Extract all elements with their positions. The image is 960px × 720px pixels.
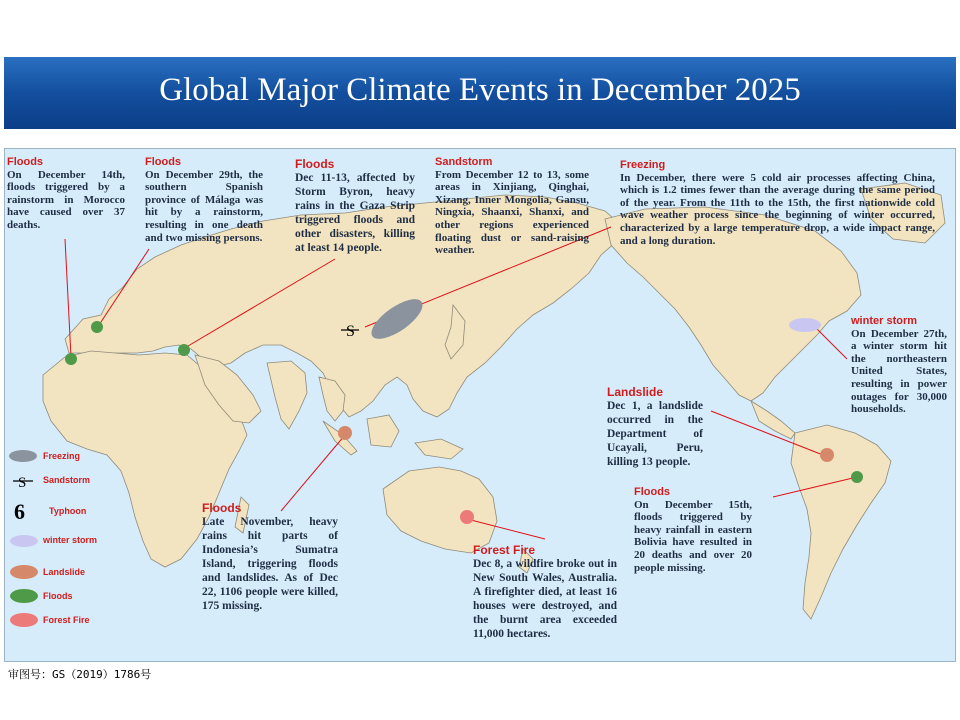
annotation-landslide-peru (607, 385, 703, 469)
annotation-text: Dec 1, a landslide occurred in the Department of Ucayali, Peru, killing 13 people. (607, 400, 703, 468)
world-map (4, 148, 956, 662)
landmass-india (267, 361, 307, 429)
annotation-heading: Forest Fire (473, 543, 536, 557)
annotation-forest-fire-australia (473, 543, 617, 641)
page-title: Global Major Climate Events in December 2025 (159, 72, 801, 108)
legend-label-forest-fire: Forest Fire (43, 615, 90, 625)
legend-label-winter-storm: winter storm (43, 535, 98, 545)
annotation-heading: Freezing (620, 159, 666, 171)
floods-marker-morocco[interactable] (65, 353, 77, 365)
annotation-floods-bolivia (634, 486, 752, 574)
floods-marker-bolivia[interactable] (851, 471, 863, 483)
title-banner (4, 57, 956, 129)
landslide-marker-peru[interactable] (820, 448, 834, 462)
annotation-heading: Landslide (607, 385, 664, 399)
legend-label-typhoon: Typhoon (49, 506, 87, 516)
annotation-heading: Floods (202, 501, 242, 515)
annotation-floods-indonesia (202, 501, 338, 613)
map-approval-number: 审图号：GS（2019）1786号 (8, 668, 152, 681)
annotation-text: On December 14th, floods triggered by a rainstorm in Morocco have caused over 37 deaths. (7, 168, 125, 231)
annotation-heading: Floods (295, 157, 335, 171)
legend-winter-storm-icon (10, 535, 38, 547)
annotation-text: On December 29th, the southern Spanish province of Málaga was hit by a rainstorm, resulting in one death and two missing persons. (145, 168, 263, 244)
legend-floods-icon (10, 589, 38, 603)
annotation-text: On December 15th, floods triggered by heavy rainfall in eastern Bolivia have resulted in 20 deaths and over 20 people missing. (634, 498, 752, 574)
annotation-text: Dec 8, a wildfire broke out in New South Wales, Australia. A firefighter died, at least 16 houses were destroyed, and the burnt area exceeded 11,000 hectares. (473, 558, 617, 640)
landmass-sumatra (323, 421, 357, 455)
annotation-text: On December 27th, a winter storm hit the northeastern United States, resulting in power outages for 30,000 households. (851, 327, 947, 416)
annotation-heading: Floods (145, 156, 182, 168)
annotation-heading: Floods (7, 156, 44, 168)
annotation-heading: winter storm (851, 315, 918, 327)
legend-label-sandstorm: Sandstorm (43, 475, 91, 485)
legend-landslide-icon (10, 565, 38, 579)
legend-forest-fire-icon (10, 613, 38, 627)
annotation-text: Dec 11-13, affected by Storm Byron, heavy rains in the Gaza Strip triggered floods and other disasters, killing at least 14 people. (295, 172, 415, 254)
annotation-heading: Floods (634, 486, 671, 498)
annotation-text: In December, there were 5 cold air processes affecting China, which is 1.2 times fewer than the average during the same period of the year. From the 11th to the 15th, the first nationwide cold wave weather process since the beginning of winter occurred, characterized by a large temperature drop, a wide impact range, and a long duration. (620, 171, 935, 247)
landmass-south-america (791, 425, 891, 619)
legend-typhoon-icon: 6 (14, 499, 25, 524)
legend-label-floods: Floods (43, 591, 73, 601)
legend-sandstorm-icon (13, 475, 33, 491)
landmass-australia (383, 467, 497, 553)
annotation-floods-malaga (145, 156, 263, 244)
svg-text:S: S (346, 323, 355, 340)
annotation-heading: Sandstorm (435, 156, 493, 168)
annotation-floods-gaza (295, 157, 415, 255)
annotation-winter-storm-us (851, 315, 947, 416)
leader-line-winter-storm (813, 325, 847, 359)
annotation-text: From December 12 to 13, some areas in Xinjiang, Qinghai, Xizang, Inner Mongolia, Gansu, Ningxia, Shaanxi, Shanxi, and other regions experienced floating dust or sand-raising weather. (435, 168, 589, 257)
legend-label-landslide: Landslide (43, 567, 86, 577)
landmass-central-america (751, 401, 795, 439)
legend-symbols (9, 450, 38, 627)
landmass-new-guinea (415, 439, 463, 459)
legend-freezing-icon (9, 450, 37, 462)
annotation-floods-morocco (7, 156, 125, 232)
annotation-sandstorm-china (435, 156, 589, 257)
legend-label-freezing: Freezing (43, 451, 81, 461)
floods-marker-malaga[interactable] (91, 321, 103, 333)
annotation-text: Late November, heavy rains hit parts of Indonesia’s Sumatra Island, triggering floods and landslides. As of Dec 22, 1106 people were killed, 175 missing. (202, 516, 338, 612)
landmass-borneo (367, 415, 399, 447)
winter-storm-marker-us[interactable] (789, 318, 821, 332)
forest-fire-marker-australia[interactable] (460, 510, 474, 524)
leader-line-indonesia (281, 435, 345, 511)
floods-marker-gaza[interactable] (178, 344, 190, 356)
floods-marker-indonesia[interactable] (338, 426, 352, 440)
svg-text:S: S (18, 475, 27, 491)
annotation-freezing-china (620, 159, 935, 247)
